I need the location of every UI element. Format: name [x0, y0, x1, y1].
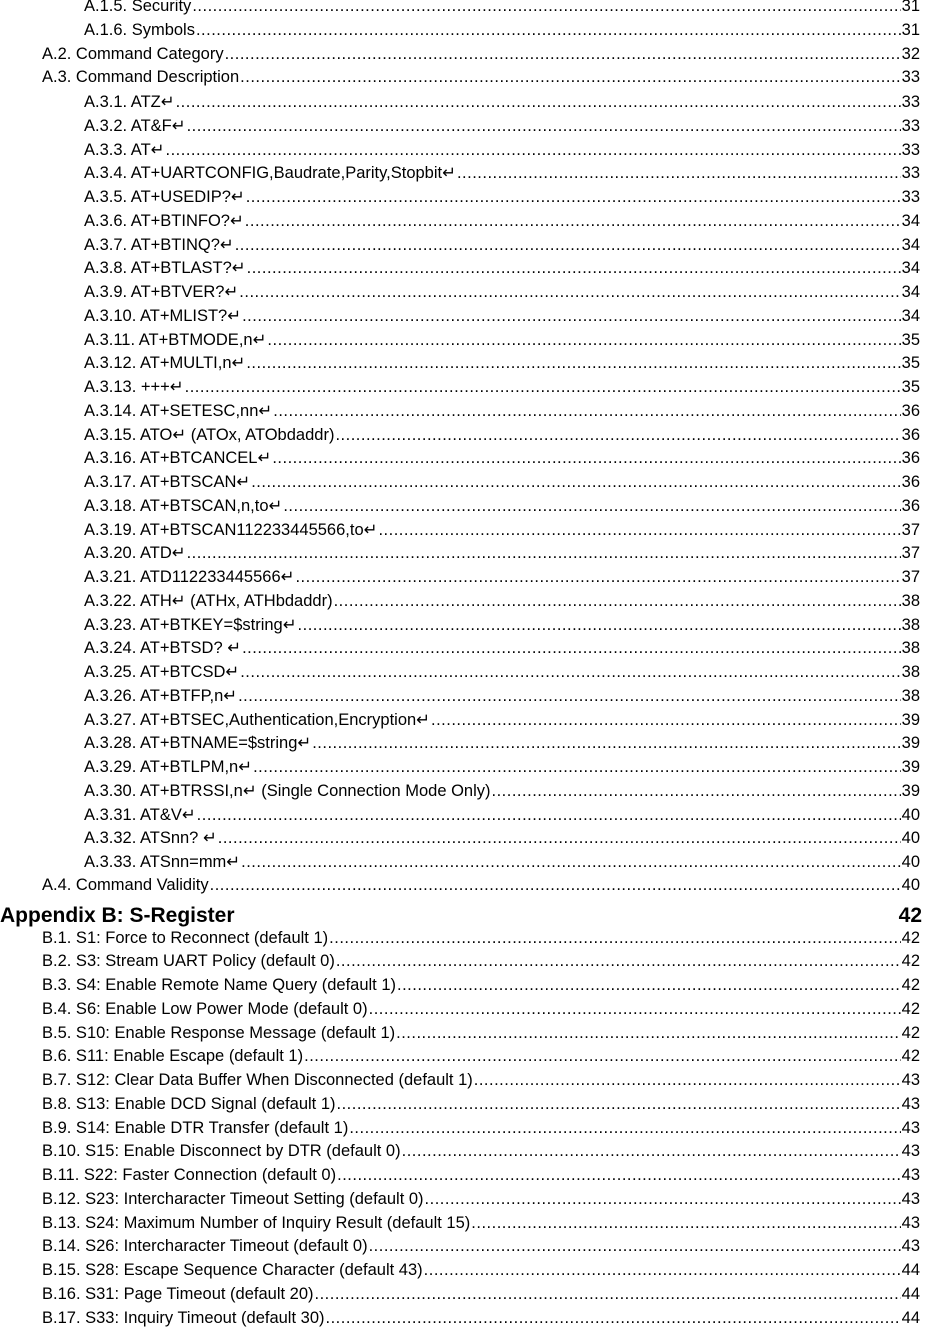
dot-leader: [304, 1047, 901, 1066]
toc-entry-label: A.3.8. AT+BTLAST?↵: [84, 259, 246, 278]
toc-page-number: 44: [901, 1261, 920, 1279]
toc-entry-label: A.3.4. AT+UARTCONFIG,Baudrate,Parity,Stopbit↵: [84, 164, 456, 183]
toc-page-number: 34: [901, 259, 920, 278]
toc-entry[interactable]: [42, 45, 920, 69]
toc-page-number: 40: [901, 829, 920, 848]
dot-leader: [247, 259, 901, 278]
dot-leader: [240, 663, 900, 682]
dot-leader: [329, 929, 900, 948]
toc-entry-label: A.1.5. Security: [84, 0, 192, 15]
dot-leader: [295, 568, 900, 587]
toc-entry-label: B.14. S26: Intercharacter Timeout (default 0): [42, 1237, 368, 1256]
toc-entry[interactable]: [42, 1000, 920, 1024]
toc-page-number: 34: [901, 306, 920, 325]
dot-leader: [176, 93, 901, 112]
toc-chapter-entry[interactable]: [0, 904, 922, 932]
toc-entry-label: A.3.23. AT+BTKEY=$string↵: [84, 615, 297, 634]
toc-entry[interactable]: [84, 852, 920, 876]
toc-entry-label: A.3.1. ATZ↵: [84, 93, 175, 111]
toc-entry[interactable]: [84, 615, 920, 639]
dot-leader: [402, 1142, 901, 1161]
toc-entry-label: A.3.11. AT+BTMODE,n↵: [84, 330, 267, 349]
toc-entry[interactable]: [42, 1214, 920, 1238]
toc-entry[interactable]: [84, 710, 920, 734]
toc-page-number: 36: [901, 449, 920, 468]
dot-leader: [337, 1166, 901, 1185]
dot-leader: [267, 331, 900, 350]
toc-page-number: 32: [901, 44, 920, 63]
toc-entry[interactable]: [84, 591, 920, 615]
dot-leader: [378, 521, 900, 540]
dot-leader: [246, 354, 900, 373]
toc-entry[interactable]: [84, 805, 920, 829]
dot-leader: [335, 426, 900, 445]
toc-entry-label: A.3.17. AT+BTSCAN↵: [84, 473, 251, 491]
toc-entry[interactable]: [84, 330, 920, 354]
toc-page-number: 34: [901, 235, 920, 254]
toc-entry-label: A.3.2. AT&F↵: [84, 116, 186, 135]
toc-page-number: 39: [901, 781, 920, 800]
toc-entry-label: A.3.21. ATD112233445566↵: [84, 568, 295, 586]
dot-leader: [165, 141, 900, 160]
toc-page-number: 43: [901, 1142, 920, 1161]
dot-leader: [238, 687, 901, 706]
toc-page-number: 38: [901, 686, 920, 705]
toc-entry-label: A.3. Command Description: [42, 68, 240, 87]
toc-entry[interactable]: [42, 1309, 920, 1333]
toc-entry-label: B.16. S31: Page Timeout (default 20): [42, 1284, 314, 1303]
toc-entry-label: A.3.15. ATO↵ (ATOx, ATObdaddr): [84, 425, 335, 444]
toc-page-number: 42: [901, 1047, 920, 1066]
dot-leader: [298, 616, 901, 635]
toc-entry-label: A.3.13. +++↵: [84, 378, 184, 396]
toc-entry[interactable]: [84, 187, 920, 211]
toc-entry-label: B.1. S1: Force to Reconnect (default 1): [42, 928, 329, 947]
toc-entry-label: A.3.26. AT+BTFP,n↵: [84, 686, 238, 705]
toc-page-number: 34: [901, 283, 920, 301]
toc-entry-label: B.3. S4: Enable Remote Name Query (default 1): [42, 976, 397, 994]
toc-entry[interactable]: [84, 258, 920, 282]
toc-entry[interactable]: [42, 1071, 920, 1095]
dot-leader: [187, 544, 901, 563]
toc-entry-label: B.5. S10: Enable Response Message (default 1): [42, 1023, 396, 1042]
toc-entry-label: A.3.28. AT+BTNAME=$string↵: [84, 734, 312, 753]
toc-entry-label: A.3.18. AT+BTSCAN,n,to↵: [84, 496, 283, 515]
dot-leader: [349, 1119, 900, 1138]
toc-entry-label: A.1.6. Symbols: [84, 20, 195, 39]
toc-entry[interactable]: [84, 282, 920, 306]
toc-entry-label: A.2. Command Category: [42, 44, 224, 63]
toc-entry[interactable]: [84, 781, 920, 805]
toc-page-number: 33: [901, 188, 920, 206]
dot-leader: [185, 378, 901, 397]
dot-leader: [253, 758, 901, 777]
dot-leader: [315, 1285, 901, 1304]
dot-leader: [431, 711, 901, 730]
dot-leader: [326, 1309, 901, 1328]
dot-leader: [457, 164, 901, 183]
toc-entry-label: B.6. S11: Enable Escape (default 1): [42, 1047, 304, 1066]
toc-entry[interactable]: [84, 472, 920, 496]
toc-entry-label: A.3.7. AT+BTINQ?↵: [84, 235, 234, 254]
toc-page-number: 43: [901, 1166, 920, 1184]
toc-page-number: 38: [901, 591, 920, 610]
toc-entry-label: A.3.30. AT+BTRSSI,n↵ (Single Connection Mode Only): [84, 781, 491, 800]
toc-entry[interactable]: [42, 876, 920, 900]
toc-entry[interactable]: [84, 401, 920, 425]
toc-entry-label: B.2. S3: Stream UART Policy (default 0): [42, 952, 335, 971]
toc-entry[interactable]: [84, 92, 920, 116]
toc-page-number: 43: [901, 1213, 920, 1232]
toc-entry-label: A.3.9. AT+BTVER?↵: [84, 283, 239, 301]
toc-page-number: 39: [901, 710, 920, 729]
toc-page-number: 36: [901, 473, 920, 491]
toc-entry[interactable]: [84, 353, 920, 377]
toc-page-number: 42: [901, 1023, 920, 1042]
toc-entry[interactable]: [42, 1142, 920, 1166]
toc-entry[interactable]: [84, 425, 920, 449]
toc-page-number: 43: [901, 1094, 920, 1113]
dot-leader: [425, 1190, 901, 1209]
dot-leader: [196, 21, 901, 40]
toc-page-number: 37: [901, 544, 920, 563]
toc-entry[interactable]: [42, 1285, 920, 1309]
toc-entry[interactable]: [42, 68, 920, 92]
toc-entry[interactable]: [84, 638, 920, 662]
toc-page-number: 39: [901, 758, 920, 776]
dot-leader: [312, 734, 900, 753]
toc-entry-label: A.3.14. AT+SETESC,nn↵: [84, 401, 273, 420]
toc-entry[interactable]: [42, 952, 920, 976]
toc-entry-label: Appendix B: S-Register: [0, 903, 235, 927]
toc-page-number: 40: [901, 875, 920, 894]
toc-entry-label: A.3.3. AT↵: [84, 140, 165, 159]
toc-page-number: 42: [901, 928, 920, 947]
toc-page-number: 37: [901, 568, 920, 586]
dot-leader: [245, 212, 901, 231]
toc-page-number: 43: [901, 1189, 920, 1208]
toc-entry-label: A.3.16. AT+BTCANCEL↵: [84, 449, 272, 468]
toc-entry-label: B.13. S24: Maximum Number of Inquiry Result (default 15): [42, 1213, 471, 1232]
toc-entry[interactable]: [84, 828, 920, 852]
dot-leader: [187, 117, 901, 136]
toc-page-number: 39: [901, 734, 920, 753]
toc-page-number: 31: [901, 0, 920, 15]
toc-page-number: 33: [901, 116, 920, 135]
toc-entry-label: B.8. S13: Enable DCD Signal (default 1): [42, 1094, 336, 1113]
dot-leader: [273, 402, 900, 421]
toc-entry[interactable]: [42, 929, 920, 953]
toc-entry-label: A.4. Command Validity: [42, 875, 209, 894]
dot-leader: [424, 1261, 901, 1280]
toc-entry-label: A.3.20. ATD↵: [84, 544, 186, 563]
dot-leader: [242, 639, 901, 658]
toc-entry[interactable]: [84, 21, 920, 45]
toc-entry-label: A.3.6. AT+BTINFO?↵: [84, 211, 244, 230]
toc-entry-label: A.3.25. AT+BTCSD↵: [84, 663, 240, 681]
toc-page-number: 40: [901, 853, 920, 871]
toc-entry[interactable]: [84, 567, 920, 591]
toc-entry-label: A.3.22. ATH↵ (ATHx, ATHbdaddr): [84, 591, 333, 610]
toc-entry-label: A.3.5. AT+USEDIP?↵: [84, 188, 245, 206]
toc-page-number: 31: [901, 20, 920, 39]
dot-leader: [471, 1214, 900, 1233]
toc-entry[interactable]: [84, 0, 920, 21]
toc-entry-label: A.3.27. AT+BTSEC,Authentication,Encryption↵: [84, 710, 430, 729]
toc-entry[interactable]: [42, 1047, 920, 1071]
toc-page-number: 36: [901, 401, 920, 420]
dot-leader: [239, 283, 900, 302]
toc-entry-label: B.12. S23: Intercharacter Timeout Setting (default 0): [42, 1189, 424, 1208]
toc-page-number: 37: [901, 520, 920, 539]
toc-entry[interactable]: [42, 976, 920, 1000]
dot-leader: [210, 876, 901, 895]
toc-page-number: 42: [898, 903, 922, 927]
toc-entry-label: A.3.19. AT+BTSCAN112233445566,to↵: [84, 520, 378, 539]
toc-page-number: 38: [901, 663, 920, 681]
toc-entry[interactable]: [42, 1190, 920, 1214]
toc-page-number: 38: [901, 615, 920, 634]
toc-entry[interactable]: [84, 733, 920, 757]
toc-entry-label: A.3.33. ATSnn=mm↵: [84, 853, 241, 871]
toc-page-number: 33: [901, 93, 920, 111]
toc-entry-label: A.3.31. AT&V↵: [84, 805, 196, 824]
toc-entry[interactable]: [84, 116, 920, 140]
dot-leader: [241, 853, 901, 872]
dot-leader: [369, 1000, 901, 1019]
dot-leader: [369, 1237, 901, 1256]
dot-leader: [492, 782, 901, 801]
toc-entry[interactable]: [84, 306, 920, 330]
toc-page-number: 42: [901, 999, 920, 1018]
toc-entry[interactable]: [84, 140, 920, 164]
toc-page-number: 33: [901, 164, 920, 183]
toc-page-number: 33: [901, 68, 920, 87]
toc-page-number: 35: [901, 330, 920, 349]
toc-entry[interactable]: [84, 163, 920, 187]
dot-leader: [235, 236, 901, 255]
dot-leader: [218, 829, 901, 848]
toc-entry-label: B.17. S33: Inquiry Timeout (default 30): [42, 1308, 325, 1327]
toc-entry[interactable]: [84, 235, 920, 259]
toc-entry-label: A.3.29. AT+BTLPM,n↵: [84, 758, 253, 776]
toc-page-number: 42: [901, 952, 920, 971]
toc-page-number: 44: [901, 1308, 920, 1327]
dot-leader: [225, 45, 901, 64]
toc-entry[interactable]: [42, 1237, 920, 1261]
dot-leader: [197, 806, 901, 825]
toc-entry-label: A.3.32. ATSnn? ↵: [84, 829, 217, 848]
dot-leader: [246, 188, 901, 207]
toc-entry[interactable]: [42, 1095, 920, 1119]
toc-entry-label: A.3.24. AT+BTSD? ↵: [84, 639, 242, 658]
toc-entry[interactable]: [84, 757, 920, 781]
toc-page-number: 38: [901, 639, 920, 658]
toc-page-number: 44: [901, 1284, 920, 1303]
toc-entry-label: A.3.10. AT+MLIST?↵: [84, 306, 242, 325]
toc-page-number: 36: [901, 496, 920, 515]
dot-leader: [251, 473, 900, 492]
toc-page-number: 43: [901, 1071, 920, 1089]
dot-leader: [397, 976, 901, 995]
toc-page-number: 40: [901, 805, 920, 824]
toc-entry-label: B.4. S6: Enable Low Power Mode (default 0): [42, 999, 368, 1018]
toc-page-number: 36: [901, 425, 920, 444]
toc-page-number: 43: [901, 1237, 920, 1256]
dot-leader: [396, 1024, 901, 1043]
toc-entry[interactable]: [84, 377, 920, 401]
toc-entry[interactable]: [84, 543, 920, 567]
dot-leader: [336, 952, 901, 971]
dot-leader: [337, 1095, 901, 1114]
toc-entry[interactable]: [84, 448, 920, 472]
dot-leader: [192, 0, 900, 16]
toc-page-number: 34: [901, 211, 920, 230]
toc-page-number: 35: [901, 354, 920, 373]
dot-leader: [474, 1071, 901, 1090]
toc-entry-label: B.11. S22: Faster Connection (default 0): [42, 1166, 337, 1184]
toc-entry[interactable]: [42, 1024, 920, 1048]
toc-entry-label: B.10. S15: Enable Disconnect by DTR (default 0): [42, 1142, 401, 1161]
toc-entry-label: B.7. S12: Clear Data Buffer When Disconnected (default 1): [42, 1071, 473, 1089]
toc-entry[interactable]: [84, 686, 920, 710]
toc-page-number: 35: [901, 378, 920, 396]
toc-entry[interactable]: [84, 211, 920, 235]
toc-entry[interactable]: [84, 520, 920, 544]
toc-entry[interactable]: [42, 1166, 920, 1190]
dot-leader: [240, 68, 900, 87]
toc-entry[interactable]: [84, 496, 920, 520]
toc-entry-label: A.3.12. AT+MULTI,n↵: [84, 354, 246, 373]
toc-page-number: 43: [901, 1118, 920, 1137]
dot-leader: [283, 497, 900, 516]
toc-entry[interactable]: [84, 662, 920, 686]
dot-leader: [242, 307, 901, 326]
toc-page-number: 42: [901, 976, 920, 994]
toc-entry[interactable]: [42, 1261, 920, 1285]
toc-entry[interactable]: [42, 1119, 920, 1143]
toc-entry-label: B.15. S28: Escape Sequence Character (default 43): [42, 1261, 423, 1279]
toc-page-number: 33: [901, 140, 920, 159]
dot-leader: [272, 449, 900, 468]
toc-entry-label: B.9. S14: Enable DTR Transfer (default 1): [42, 1118, 349, 1137]
dot-leader: [334, 592, 901, 611]
